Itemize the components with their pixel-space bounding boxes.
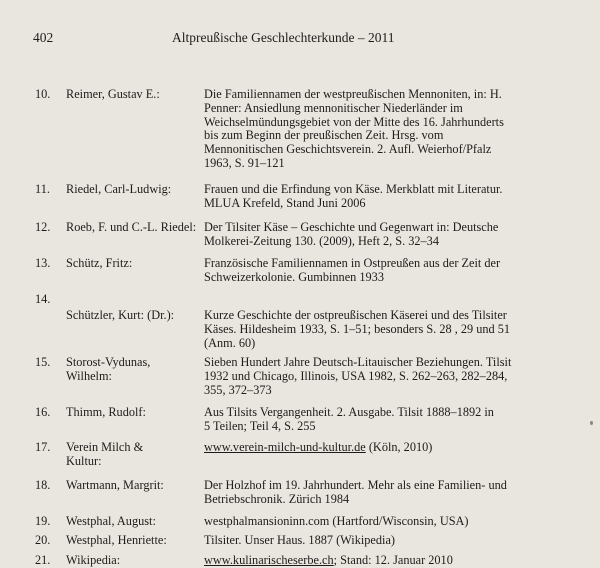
reference-line: Kurze Geschichte der ostpreußischen Käserei und des Tilsiter	[204, 308, 507, 322]
entry-author: Westphal, August:	[66, 514, 156, 528]
reference-line: 1932 und Chicago, Illinois, USA 1982, S. 262–263, 282–284,	[204, 368, 508, 383]
entry-author: Schützler, Kurt: (Dr.):	[66, 308, 175, 322]
entry-author: Reimer, Gustav E.:	[66, 87, 160, 101]
reference-line: Schweizerkolonie. Gumbinnen 1933	[204, 269, 384, 284]
reference-line: Mennonitischen Geschichtsverein. 2. Aufl. Weierhof/Pfalz	[204, 142, 492, 157]
reference-line: Betriebschronik. Zürich 1984	[204, 491, 350, 506]
entry-author: Schütz, Fritz:	[66, 256, 133, 270]
entry-author: Verein Milch & Kultur:	[66, 440, 144, 468]
entry-reference	[204, 88, 570, 171]
reference-line: Frauen und die Erfindung von Käse. Merkblatt mit Literatur.	[204, 182, 503, 196]
entry-number: 13.	[35, 256, 51, 270]
running-title: Altpreußische Geschlechterkunde – 2011	[172, 30, 395, 45]
reference-line: 1963, S. 91–121	[204, 155, 285, 170]
entry-author: Storost-Vydunas, Wilhelm:	[66, 355, 151, 383]
entry-number: 18.	[35, 478, 51, 492]
entry-reference	[204, 183, 570, 211]
reference-line: Weichselmündungsgebiet von der Mitte des 16. Jahrhunderts	[204, 114, 504, 129]
reference-line: Der Holzhof im 19. Jahrhundert. Mehr als eine Familien- und	[204, 478, 507, 492]
entry-reference	[204, 356, 570, 397]
entry-number: 20.	[35, 533, 51, 547]
entry-reference	[204, 309, 570, 350]
entry-reference	[204, 479, 570, 507]
entry-number: 17.	[35, 440, 51, 454]
page-header	[0, 30, 600, 48]
entry-author: Westphal, Henriette:	[66, 533, 167, 547]
reference-line: Sieben Hundert Jahre Deutsch-Litauischer Beziehungen. Tilsit	[204, 355, 512, 369]
reference-line: (Anm. 60)	[204, 335, 256, 350]
entry-number: 16.	[35, 405, 51, 419]
entry-number: 12.	[35, 220, 51, 234]
entry-number: 15.	[35, 355, 51, 369]
reference-line: Tilsiter. Unser Haus. 1887 (Wikipedia)	[204, 533, 395, 547]
reference-line: 5 Teilen; Teil 4, S. 255	[204, 418, 316, 433]
reference-line: Penner: Ansiedlung mennonitischer Niederländer im	[204, 100, 463, 115]
paper-speck	[590, 421, 593, 425]
entry-number: 11.	[35, 182, 50, 196]
entry-reference	[204, 257, 570, 285]
entry-number: 21.	[35, 553, 51, 567]
entry-number: 14.	[35, 292, 51, 306]
entry-author: Roeb, F. und C.-L. Riedel:	[66, 220, 197, 234]
reference-text: ; Stand: 12. Januar 2010	[333, 553, 453, 567]
reference-line: Käses. Hildesheim 1933, S. 1–51; besonders S. 28 , 29 und 51	[204, 321, 511, 336]
entry-number: 10.	[35, 87, 51, 101]
entry-reference	[204, 406, 570, 434]
entry-author: Thimm, Rudolf:	[66, 405, 146, 419]
reference-text: (Köln, 2010)	[365, 440, 433, 454]
website-link[interactable]: www.kulinarischeserbe.ch	[204, 553, 334, 567]
entry-author: Wartmann, Margrit:	[66, 478, 164, 492]
reference-line: Der Tilsiter Käse – Geschichte und Gegenwart in: Deutsche	[204, 220, 499, 234]
entry-reference	[204, 441, 570, 455]
reference-line: Französische Familiennamen in Ostpreußen aus der Zeit der	[204, 256, 501, 270]
entry-reference	[204, 534, 570, 548]
page-number: 402	[33, 30, 54, 45]
reference-line: MLUA Krefeld, Stand Juni 2006	[204, 195, 366, 210]
reference-line: westphalmansioninn.com (Hartford/Wisconsin, USA)	[204, 514, 469, 528]
entry-author: Riedel, Carl-Ludwig:	[66, 182, 172, 196]
reference-line: Molkerei-Zeitung 130. (2009), Heft 2, S. 32–34	[204, 233, 439, 248]
reference-line: 355, 372–373	[204, 382, 272, 397]
reference-line: Die Familiennamen der westpreußischen Mennoniten, in: H.	[204, 87, 502, 101]
website-link[interactable]: www.verein-milch-und-kultur.de	[204, 440, 366, 454]
entry-reference	[204, 554, 570, 568]
entry-reference	[204, 221, 570, 249]
entry-author: Wikipedia:	[66, 553, 121, 567]
entry-number: 19.	[35, 514, 51, 528]
entry-reference	[204, 515, 570, 529]
reference-line: Aus Tilsits Vergangenheit. 2. Ausgabe. Tilsit 1888–1892 in	[204, 405, 494, 419]
reference-line: bis zum Beginn der preußischen Zeit. Hrsg. vom	[204, 128, 444, 143]
